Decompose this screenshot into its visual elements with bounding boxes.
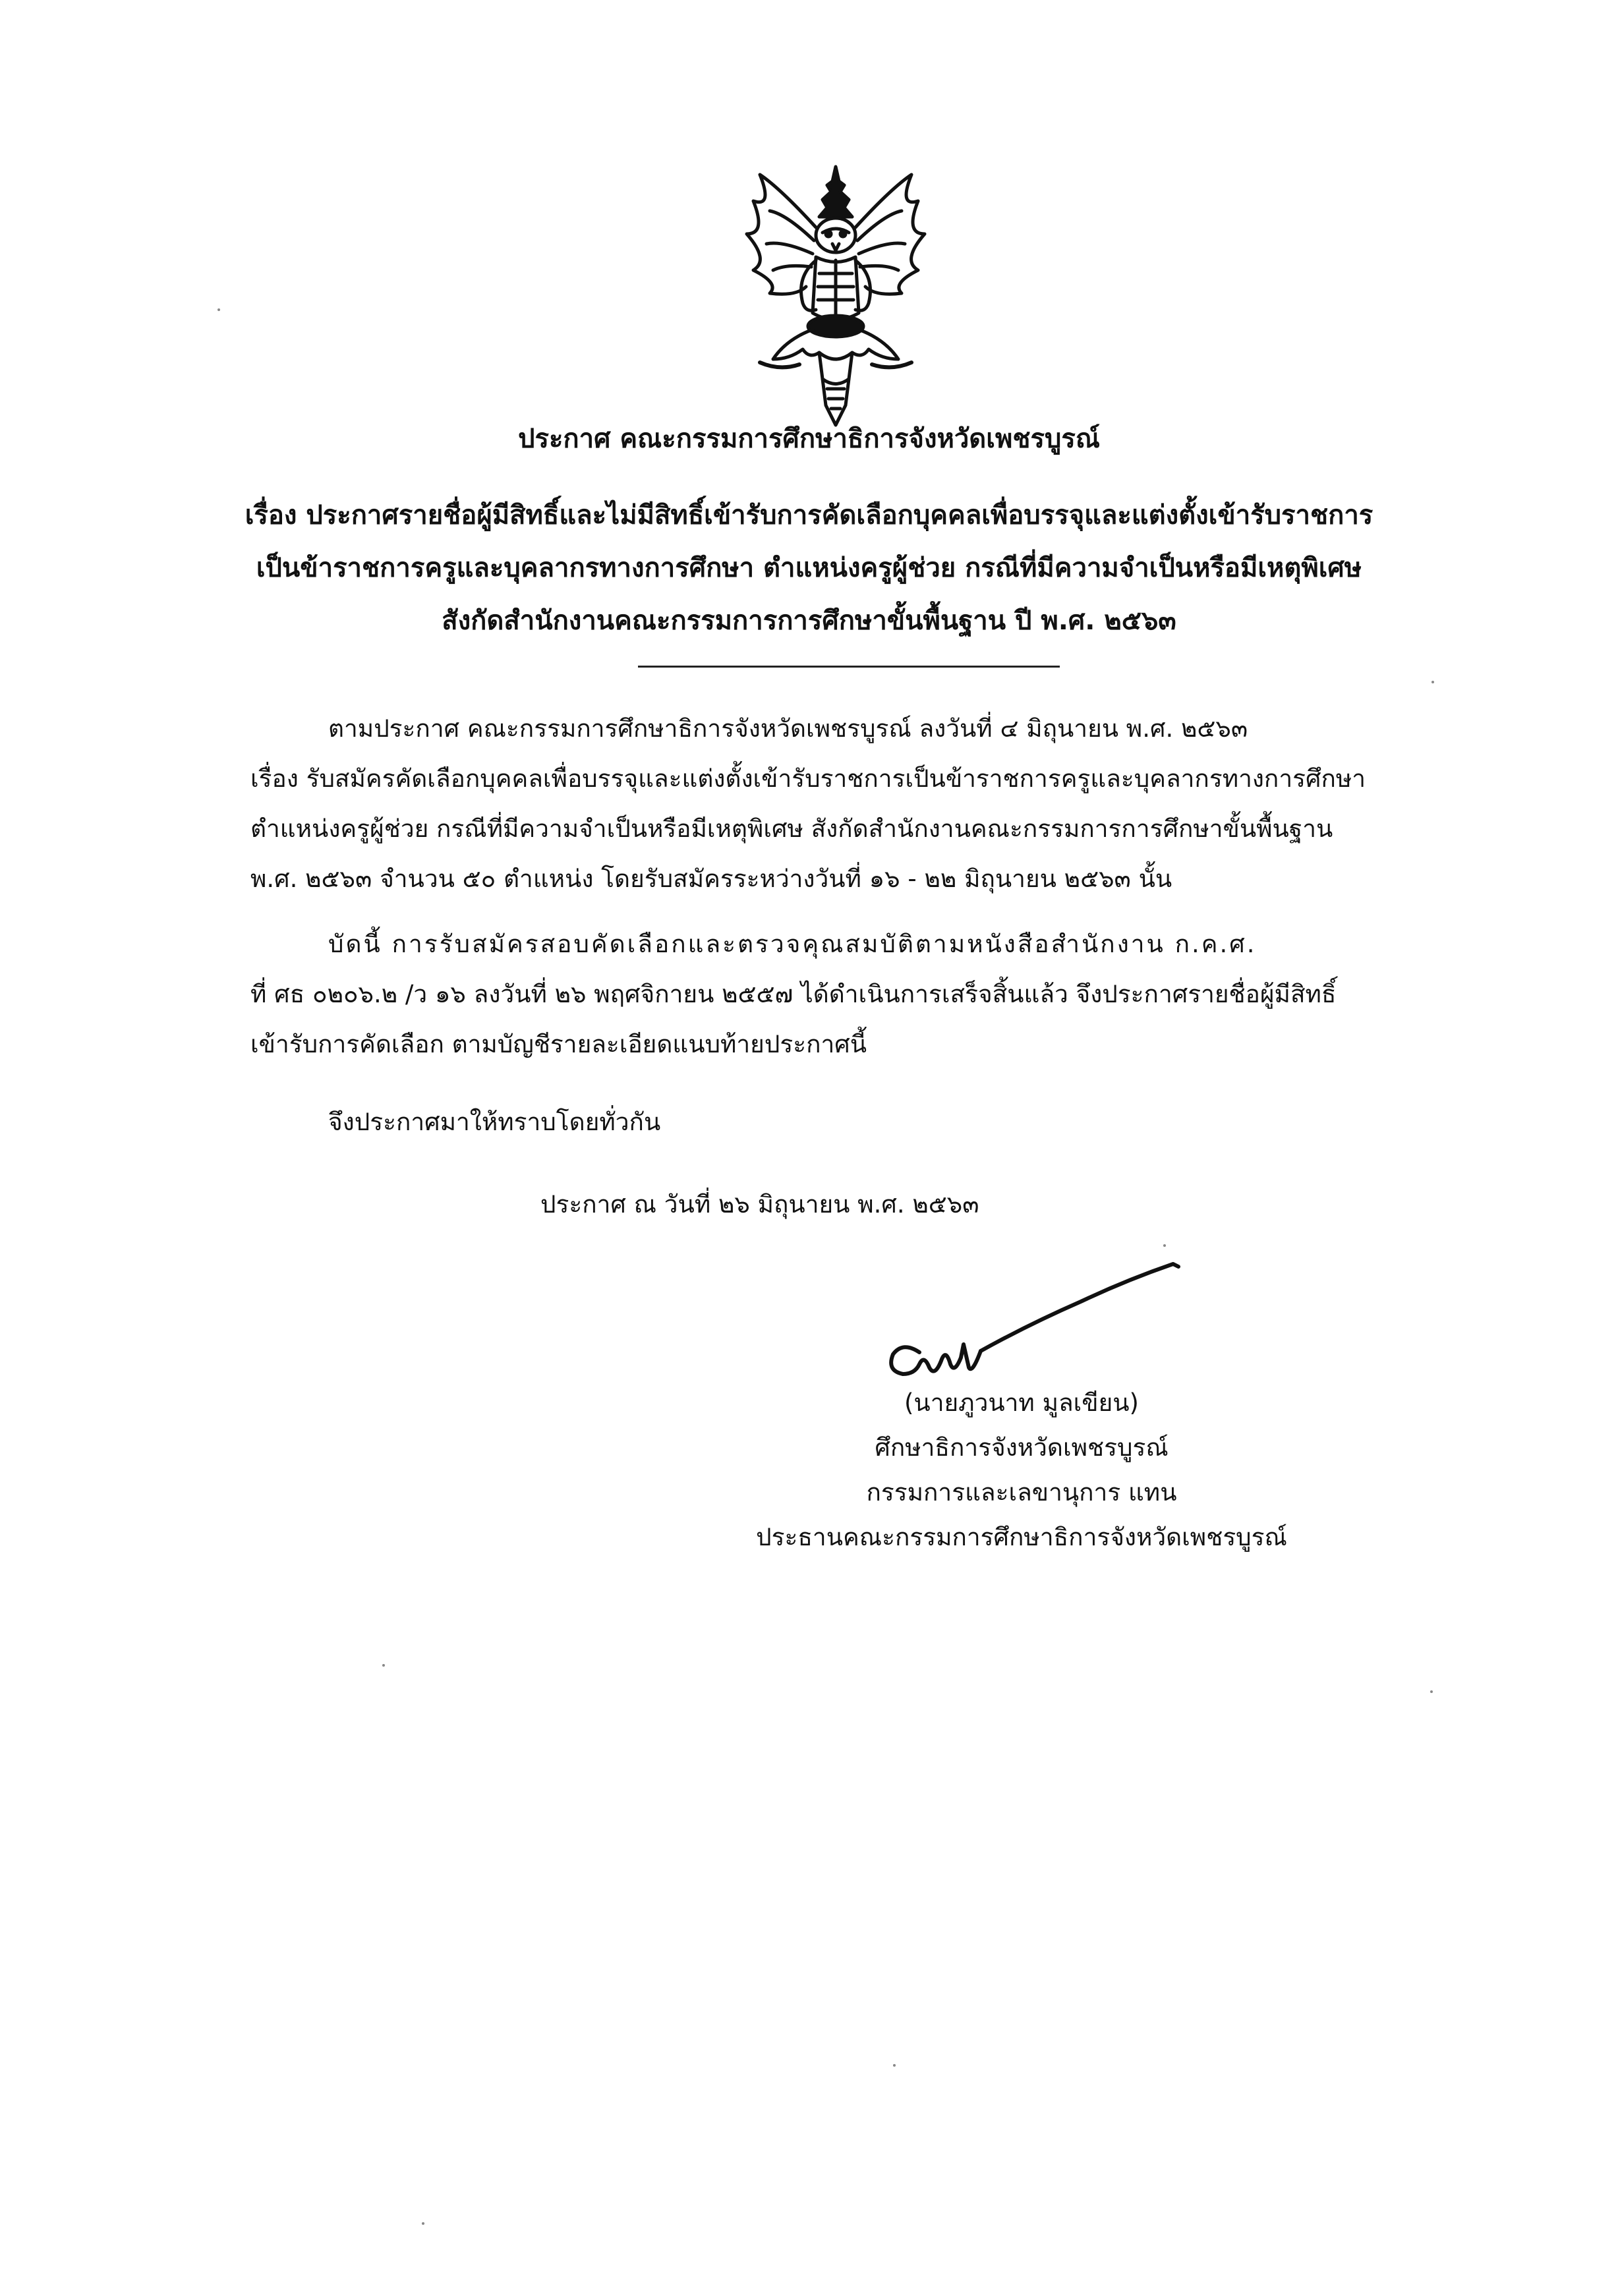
handwritten-signature xyxy=(863,1239,1206,1397)
scan-speck xyxy=(1163,1244,1166,1247)
scan-speck xyxy=(893,2064,896,2067)
scan-speck xyxy=(1430,1690,1433,1693)
signer-name: (นายภูวนาท มูลเขียน) xyxy=(904,1389,1139,1417)
scan-speck xyxy=(422,2222,424,2225)
signer-title-2: กรรมการและเลขานุการ แทน xyxy=(866,1478,1177,1507)
paragraph-2-line-2: ที่ ศธ ๐๒๐๖.๒ /ว ๑๖ ลงวันที่ ๒๖ พฤศจิกายน ๒๕๕๗ ได้ดำเนินการเสร็จสิ้นแล้ว จึงประกาศรายชื่อผู้มีสิทธิ์ xyxy=(250,980,1337,1008)
closing-sentence: จึงประกาศมาให้ทราบโดยทั่วกัน xyxy=(328,1108,661,1136)
body-paragraph-1 xyxy=(250,704,1470,904)
announcement-title: ประกาศ คณะกรรมการศึกษาธิการจังหวัดเพชรบูรณ์ xyxy=(518,424,1100,454)
title-divider xyxy=(638,666,1060,668)
subject-line-1: เรื่อง ประกาศรายชื่อผู้มีสิทธิ์และไม่มีสิทธิ์เข้ารับการคัดเลือกบุคคลเพื่อบรรจุและแต่งตั้งเข้ารับราชการ xyxy=(245,500,1373,531)
paragraph-2-line-3: เข้ารับการคัดเลือก ตามบัญชีรายละเอียดแนบท้ายประกาศนี้ xyxy=(250,1030,867,1058)
paragraph-1-line-2: เรื่อง รับสมัครคัดเลือกบุคคลเพื่อบรรจุและแต่งตั้งเข้ารับราชการเป็นข้าราชการครูและบุคลากรทางการศึกษา xyxy=(250,764,1366,793)
paragraph-1-line-3: ตำแหน่งครูผู้ช่วย กรณีที่มีความจำเป็นหรือมีเหตุพิเศษ สังกัดสำนักงานคณะกรรมการการศึกษาขั้นพื้นฐาน xyxy=(250,815,1333,843)
subject-line-3: สังกัดสำนักงานคณะกรรมการการศึกษาขั้นพื้นฐาน ปี พ.ศ. ๒๕๖๓ xyxy=(442,606,1176,636)
scan-speck xyxy=(1431,681,1434,683)
body-paragraph-3 xyxy=(250,1097,1470,1147)
signer-title-3: ประธานคณะกรรมการศึกษาธิการจังหวัดเพชรบูรณ์ xyxy=(756,1523,1287,1551)
signer-title-1: ศึกษาธิการจังหวัดเพชรบูรณ์ xyxy=(875,1433,1169,1462)
garuda-emblem-icon xyxy=(740,161,931,432)
paragraph-1-line-1: ตามประกาศ คณะกรรมการศึกษาธิการจังหวัดเพชรบูรณ์ ลงวันที่ ๔ มิถุนายน พ.ศ. ๒๕๖๓ xyxy=(328,714,1248,743)
signer-block xyxy=(659,1381,1384,1560)
subject-line-2: เป็นข้าราชการครูและบุคลากรทางการศึกษา ตำแหน่งครูผู้ช่วย กรณีที่มีความจำเป็นหรือมีเหตุพิเศษ xyxy=(256,553,1362,583)
announcement-dateline: ประกาศ ณ วันที่ ๒๖ มิถุนายน พ.ศ. ๒๕๖๓ xyxy=(540,1190,979,1219)
paragraph-1-line-4: พ.ศ. ๒๕๖๓ จำนวน ๕๐ ตำแหน่ง โดยรับสมัครระหว่างวันที่ ๑๖ - ๒๒ มิถุนายน ๒๕๖๓ นั้น xyxy=(250,865,1172,893)
paragraph-2-line-1: บัดนี้ การรับสมัครสอบคัดเลือกและตรวจคุณสมบัติตามหนังสือสำนักงาน ก.ค.ศ. xyxy=(328,930,1257,958)
scan-speck xyxy=(382,1664,385,1667)
body-paragraph-2 xyxy=(250,919,1470,1070)
announcement-subject xyxy=(0,489,1618,647)
scan-speck xyxy=(217,308,220,311)
